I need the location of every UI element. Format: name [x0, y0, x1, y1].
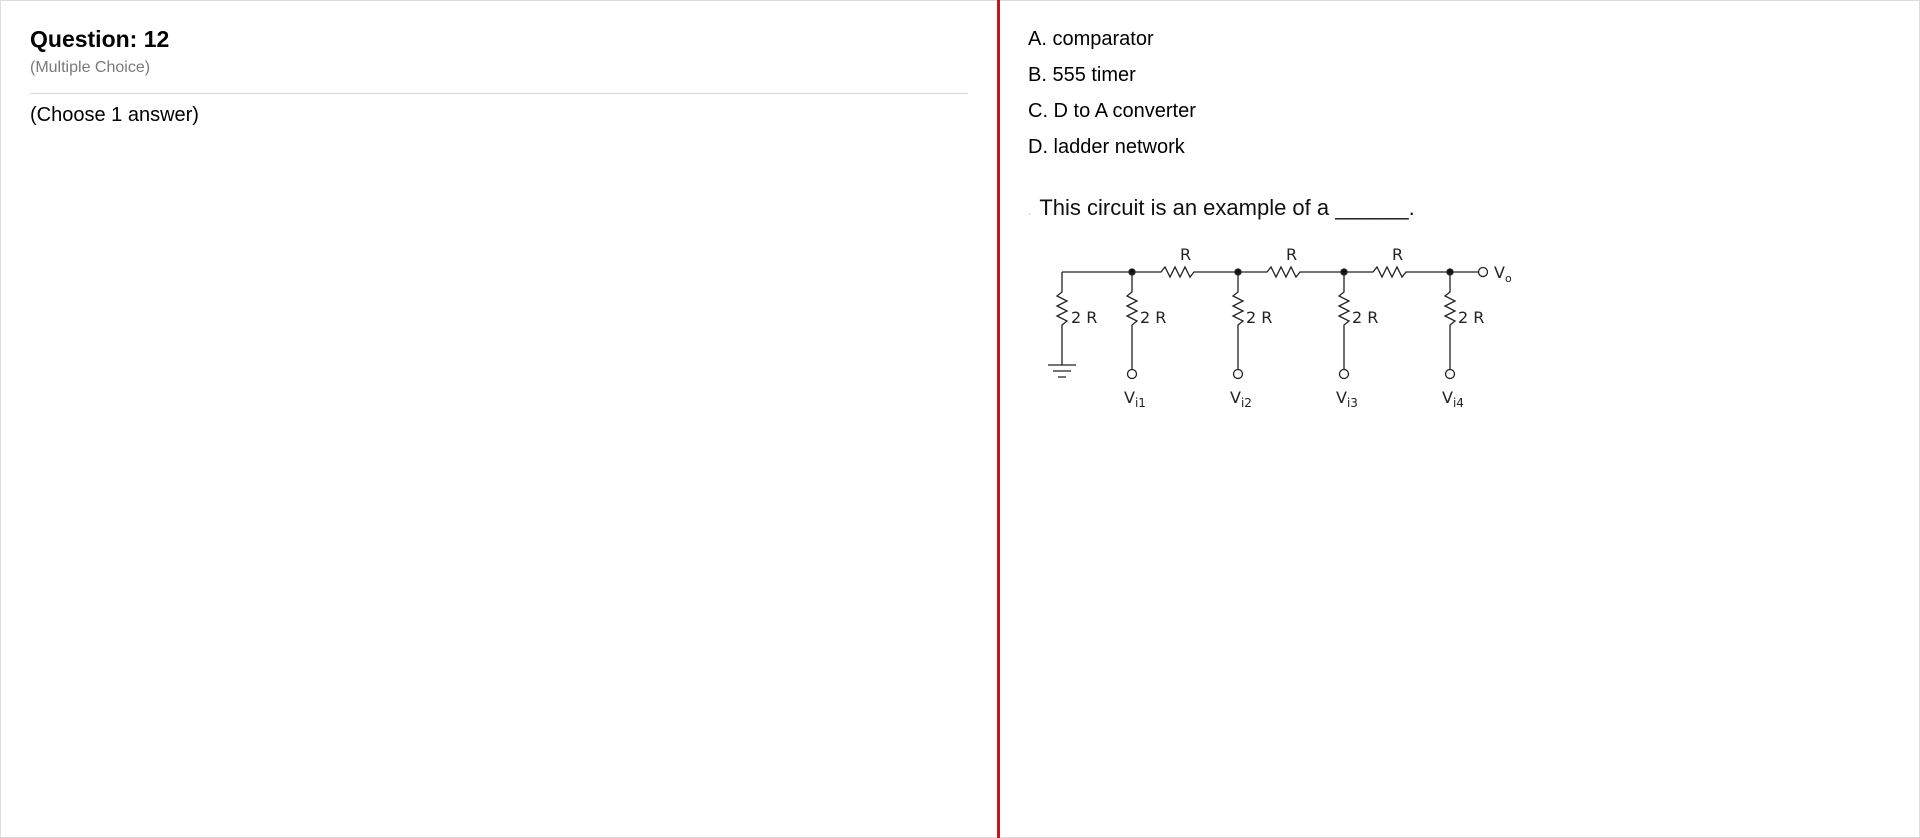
divider-line	[30, 93, 968, 94]
input-label-4: $V_{i4}$	[1442, 388, 1464, 410]
shunt-resistor-1	[1127, 272, 1137, 370]
shunt-resistor-label-2: 2 R	[1246, 308, 1273, 327]
shunt-resistor-3	[1339, 272, 1349, 370]
ground-resistor	[1057, 272, 1067, 365]
output-terminal	[1479, 268, 1488, 277]
input-terminal-4	[1446, 370, 1455, 379]
input-label-3: $V_{i3}$	[1336, 388, 1358, 410]
input-label-2: $V_{i2}$	[1230, 388, 1252, 410]
shunt-resistor-label-4: 2 R	[1458, 308, 1485, 327]
stem-marker: .	[1028, 204, 1032, 218]
question-title: Question: 12	[30, 26, 170, 52]
shunt-resistor-label-3: 2 R	[1352, 308, 1379, 327]
series-resistor-label-1: R	[1180, 245, 1192, 264]
series-resistor-label-2: R	[1286, 245, 1298, 264]
question-type: (Multiple Choice)	[30, 59, 151, 76]
input-terminal-1	[1128, 370, 1137, 379]
answer-option-b[interactable]: B. 555 timer	[1028, 64, 1136, 86]
answer-option-a[interactable]: A. comparator	[1028, 28, 1154, 50]
top-bus-wire	[1062, 267, 1478, 277]
input-label-1: $V_{i1}$	[1124, 388, 1146, 410]
input-terminal-2	[1234, 370, 1243, 379]
r2r-ladder-circuit-diagram	[1040, 240, 1540, 420]
answer-pane	[1000, 0, 1920, 838]
shunt-resistor-label-1: 2 R	[1140, 308, 1167, 327]
shunt-resistor-4	[1445, 272, 1455, 370]
question-stem	[1028, 195, 1415, 221]
answer-options	[1028, 26, 1196, 170]
ground-symbol	[1048, 365, 1076, 377]
answer-option-d[interactable]: D. ladder network	[1028, 136, 1185, 158]
question-instruction: (Choose 1 answer)	[30, 104, 199, 126]
shunt-resistor-label-ground: 2 R	[1071, 308, 1098, 327]
stem-text: This circuit is an example of a ______.	[1039, 195, 1415, 220]
input-terminal-3	[1340, 370, 1349, 379]
shunt-resistor-2	[1233, 272, 1243, 370]
series-resistor-label-3: R	[1392, 245, 1404, 264]
answer-option-c[interactable]: C. D to A converter	[1028, 100, 1196, 122]
output-label: $V_o$	[1494, 263, 1512, 285]
